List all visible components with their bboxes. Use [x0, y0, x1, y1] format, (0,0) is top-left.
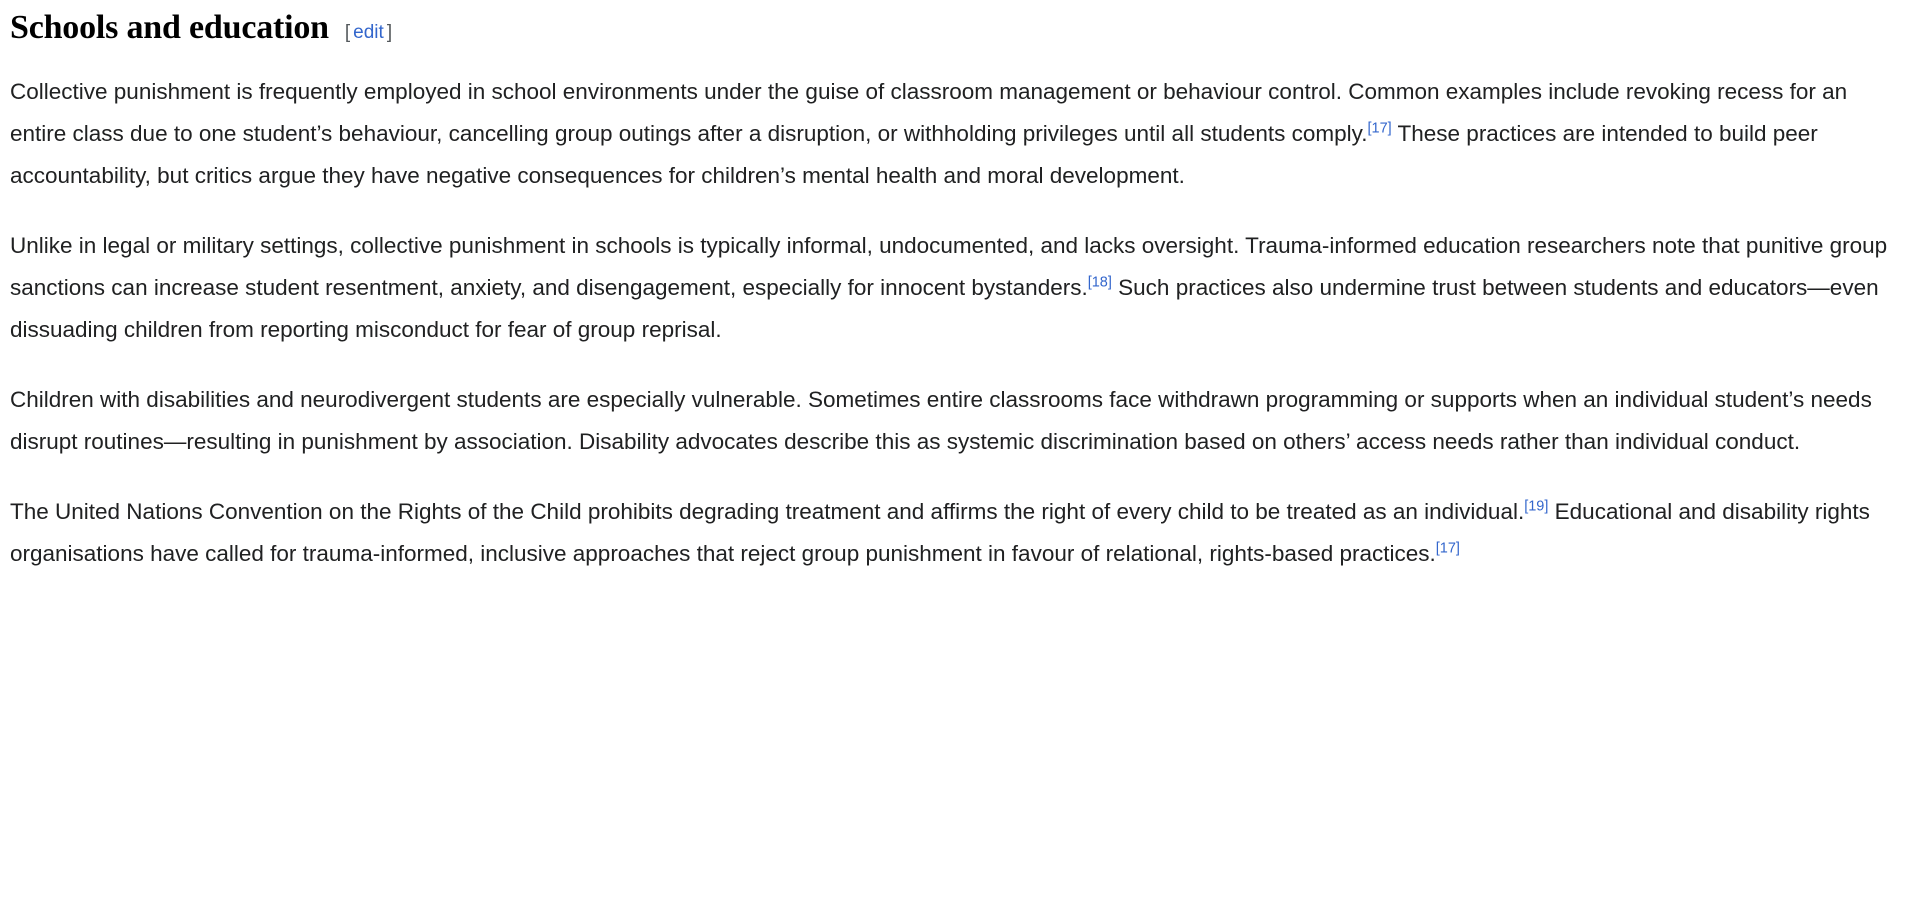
edit-bracket-open: [	[344, 22, 351, 43]
citation-link[interactable]: [19]	[1524, 498, 1549, 515]
text-run: Such practices also undermine trust between students and educators—even dissuading children from reporting misconduct for fear of group reprisal.	[10, 275, 1879, 343]
text-run: These practices are intended to build peer accountability, but critics argue they have negative consequences for children’s mental health and moral development.	[10, 120, 1818, 188]
text-run: Educational and disability rights organisations have called for trauma-informed, inclusive approaches that reject group punishment in favour of relational, rights-based practices.	[10, 499, 1870, 567]
edit-bracket-close: ]	[386, 22, 393, 43]
edit-link[interactable]: edit	[353, 22, 384, 43]
paragraph-2	[10, 225, 1900, 351]
citation-ref	[1367, 120, 1391, 136]
edit-section-link	[345, 22, 392, 44]
text-run: Collective punishment is frequently employed in school environments under the guise of classroom management or behaviour control. Common examples include revoking recess for an entire class due to one student’s behaviour, cancelling group outings after a disruption, or withholding privileges until all students comply.	[10, 78, 1848, 146]
page-title: Schools and education	[10, 9, 329, 46]
citation-ref	[1524, 499, 1548, 515]
citation-link[interactable]: [17]	[1435, 540, 1460, 557]
paragraph-3	[10, 379, 1900, 463]
citation-link[interactable]: [18]	[1087, 274, 1112, 291]
citation-ref	[1436, 541, 1460, 557]
paragraph-4	[10, 491, 1900, 575]
citation-link[interactable]: [17]	[1367, 120, 1392, 137]
paragraph-1	[10, 71, 1900, 197]
text-run: Unlike in legal or military settings, collective punishment in schools is typically informal, undocumented, and lacks oversight. Trauma-informed education researchers note that punitive group sanctions can increase student resentment, anxiety, and disengagement, especially for innocent bystanders.	[10, 232, 1888, 301]
text-run: The United Nations Convention on the Rights of the Child prohibits degrading treatment and affirms the right of every child to be treated as an individual.	[10, 499, 1525, 525]
section-heading	[10, 8, 1900, 49]
citation-ref	[1088, 275, 1112, 291]
paragraph-list	[10, 71, 1900, 576]
text-run: Children with disabilities and neurodivergent students are especially vulnerable. Sometimes entire classrooms face withdrawn programming or supports when an individual student’s needs disrupt routines—resulting in punishment by association. Disability advocates describe this as systemic discrimination based on others’ access needs rather than individual conduct.	[10, 387, 1872, 455]
